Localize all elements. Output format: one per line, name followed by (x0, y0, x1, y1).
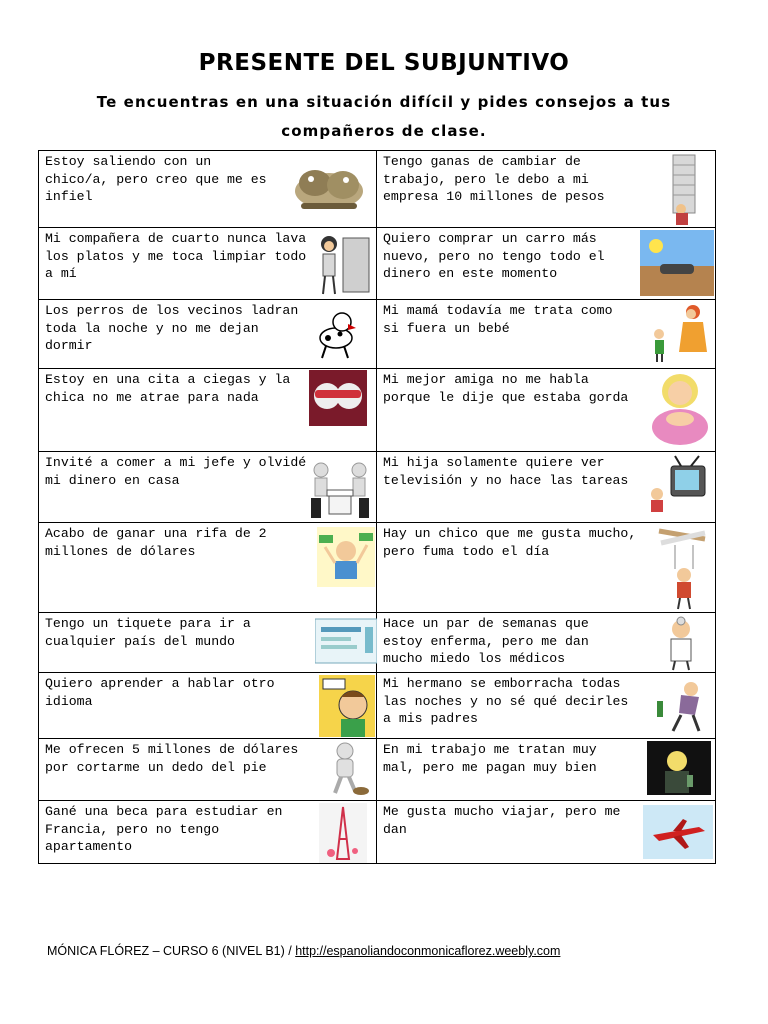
situation-cell (39, 300, 377, 369)
blind-date-icon (309, 370, 367, 426)
situation-cell (39, 801, 377, 864)
situation-cell (377, 801, 716, 864)
situation-cell (39, 452, 377, 523)
situation-text: Mi hija solamente quiere ver televisión y no hace las tareas (383, 455, 629, 488)
cigarette-puppet-icon (653, 525, 713, 611)
situation-cell (377, 151, 716, 228)
situation-text: Quiero comprar un carro más nuevo, pero no tengo todo el dinero en este momento (383, 231, 605, 281)
plane-ticket-icon (315, 613, 377, 671)
situation-text: Mi mamá todavía me trata como si fuera un bebé (383, 303, 613, 336)
table-row (39, 801, 716, 864)
restaurant-dinner-icon (307, 454, 373, 520)
situation-text: Estoy en una cita a ciegas y la chica no me atrae para nada (45, 372, 291, 405)
situation-text: Tengo un tiquete para ir a cualquier país del mundo (45, 616, 251, 649)
eiffel-tower-icon (319, 803, 367, 863)
table-row (39, 739, 716, 801)
situation-cell (377, 523, 716, 613)
footer-author: MÓNICA FLÓREZ – CURSO 6 (NIVEL B1) / (47, 944, 296, 958)
situation-text: Hay un chico que me gusta mucho, pero fuma todo el día (383, 526, 637, 559)
table-row (39, 523, 716, 613)
situation-cell (377, 739, 716, 801)
situation-cell (377, 300, 716, 369)
situation-text: Gané una beca para estudiar en Francia, pero no tengo apartamento (45, 804, 283, 854)
situation-cell (377, 452, 716, 523)
page-subtitle: Te encuentras en una situación difícil y pides consejos a tus compañeros de clase. (96, 93, 672, 140)
footer-link[interactable]: http://espanoliandoconmonicaflorez.weebly.com (295, 944, 561, 958)
paper-stack-worker-icon (655, 151, 713, 227)
table-row (39, 452, 716, 523)
mother-scolding-child-icon (647, 302, 713, 366)
woman-dirty-dishes-icon (315, 230, 371, 298)
money-winner-icon (317, 527, 375, 587)
chubby-woman-icon (647, 371, 713, 447)
child-television-icon (647, 454, 711, 518)
drunk-man-icon (651, 677, 711, 735)
table-row (39, 613, 716, 673)
page-title: PRESENTE DEL SUBJUNTIVO (198, 50, 570, 76)
situation-cell (39, 613, 377, 673)
situation-cell (39, 673, 377, 739)
situation-text: Me gusta mucho viajar, pero me dan (383, 804, 621, 837)
situation-text: Me ofrecen 5 millones de dólares por cortarme un dedo del pie (45, 742, 299, 775)
table-row (39, 151, 716, 228)
table-row (39, 673, 716, 739)
table-row (39, 369, 716, 452)
foot-pain-figure-icon (321, 741, 371, 797)
doctor-icon (659, 615, 703, 671)
situation-cell (377, 613, 716, 673)
situation-text: Invité a comer a mi jefe y olvidé mi dinero en casa (45, 455, 307, 488)
situation-cell (377, 369, 716, 452)
situation-cell (39, 739, 377, 801)
situation-cell (377, 673, 716, 739)
bonjour-boy-icon (319, 675, 375, 737)
situation-text: Los perros de los vecinos ladran toda la noche y no me dejan dormir (45, 303, 299, 353)
situation-cell (39, 369, 377, 452)
situation-text: Quiero aprender a hablar otro idioma (45, 676, 275, 709)
situations-table (38, 150, 716, 864)
situation-text: Estoy saliendo con un chico/a, pero creo que me es infiel (45, 154, 267, 204)
situation-text: Mi compañera de cuarto nunca lava los platos y me toca limpiar todo a mí (45, 231, 307, 281)
situation-text: Acabo de ganar una rifa de 2 millones de dólares (45, 526, 267, 559)
cheating-couple-icon (291, 161, 367, 213)
situation-text: Hace un par de semanas que estoy enferma, pero me dan mucho miedo los médicos (383, 616, 589, 666)
situation-cell (39, 228, 377, 300)
situation-text: Mi mejor amiga no me habla porque le dije que estaba gorda (383, 372, 629, 405)
situation-text: Mi hermano se emborracha todas las noches y no sé qué decirles a mis padres (383, 676, 629, 726)
situation-cell (39, 151, 377, 228)
situation-text: En mi trabajo me tratan muy mal, pero me pagan muy bien (383, 742, 597, 775)
table-row (39, 300, 716, 369)
situation-cell (39, 523, 377, 613)
table-row (39, 228, 716, 300)
footer (47, 944, 560, 958)
car-desert-icon (640, 230, 714, 296)
situation-text: Tengo ganas de cambiar de trabajo, pero le debo a mi empresa 10 millones de pesos (383, 154, 605, 204)
boss-character-icon (647, 741, 711, 795)
barking-dog-icon (314, 304, 360, 360)
airplane-sky-icon (643, 805, 713, 859)
situation-cell (377, 228, 716, 300)
